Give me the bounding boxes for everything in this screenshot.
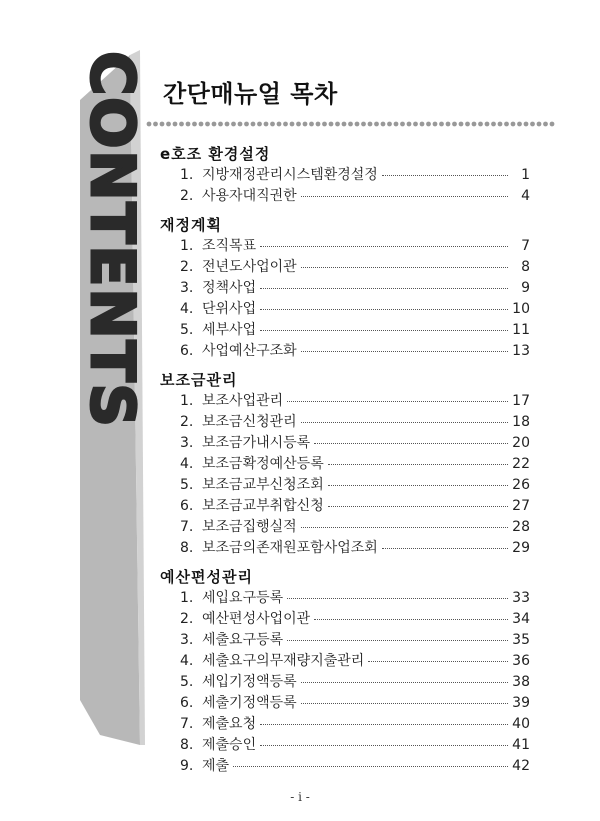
divider-dot	[381, 122, 386, 127]
entry-label: 세입기정액등록	[202, 674, 297, 690]
divider-dot	[147, 122, 152, 127]
dot-leader	[301, 526, 508, 528]
toc-entry[interactable]	[160, 412, 530, 433]
entry-number: 5.	[180, 477, 194, 493]
dot-leader	[260, 744, 508, 746]
page-number: - i -	[290, 790, 310, 804]
divider-dot	[329, 122, 334, 127]
divider-dot	[433, 122, 438, 127]
section-title: 보조금관리	[160, 371, 238, 389]
section-title: 재정계획	[160, 216, 222, 234]
divider-dot	[270, 122, 275, 127]
contents-side-label: CONTENTS	[77, 51, 147, 429]
entry-number: 6.	[180, 343, 194, 359]
entry-number: 2.	[180, 414, 194, 430]
entry-page: 42	[512, 758, 530, 774]
entry-label: 세출기정액등록	[202, 695, 297, 711]
toc-entry[interactable]	[160, 693, 530, 714]
divider-dot	[251, 122, 256, 127]
dot-leader	[260, 723, 508, 725]
entry-label: 제출요청	[202, 716, 257, 732]
divider-dot	[179, 122, 184, 127]
dotted-divider	[145, 118, 555, 130]
toc-entry[interactable]	[160, 278, 530, 299]
divider-dot	[472, 122, 477, 127]
entry-number: 3.	[180, 280, 194, 296]
entry-number: 9.	[180, 758, 194, 774]
entry-page: 26	[512, 477, 530, 493]
toc-entry[interactable]	[160, 341, 530, 362]
entry-page: 29	[512, 540, 530, 556]
divider-dot	[550, 122, 555, 127]
dot-leader	[287, 597, 508, 599]
divider-dot	[244, 122, 249, 127]
divider-dot	[439, 122, 444, 127]
entry-label: 단위사업	[202, 301, 257, 317]
divider-dot	[257, 122, 262, 127]
divider-dot	[374, 122, 379, 127]
entry-page: 40	[512, 716, 530, 732]
divider-dot	[205, 122, 210, 127]
section-title: e호조 환경설정	[160, 145, 271, 163]
divider-dot	[348, 122, 353, 127]
toc-entry[interactable]	[160, 475, 530, 496]
divider-dot	[387, 122, 392, 127]
toc-entry[interactable]	[160, 735, 530, 756]
toc-entry[interactable]	[160, 236, 530, 257]
entry-page: 27	[512, 498, 530, 514]
divider-dot	[316, 122, 321, 127]
entry-label: 사업예산구조화	[202, 343, 297, 359]
toc-entry[interactable]	[160, 588, 530, 609]
entry-number: 4.	[180, 653, 194, 669]
dot-leader	[301, 702, 508, 704]
toc-entry[interactable]	[160, 538, 530, 559]
entry-page: 9	[521, 280, 530, 296]
divider-dot	[355, 122, 360, 127]
entry-number: 1.	[180, 393, 194, 409]
divider-dot	[543, 122, 548, 127]
toc-entry[interactable]	[160, 433, 530, 454]
divider-dot	[413, 122, 418, 127]
toc-entry[interactable]	[160, 714, 530, 735]
divider-dot	[478, 122, 483, 127]
dot-leader	[314, 442, 508, 444]
entry-page: 36	[512, 653, 530, 669]
entry-label: 제출	[202, 758, 230, 774]
dot-leader	[301, 266, 508, 268]
entry-label: 정책사업	[202, 280, 257, 296]
divider-dot	[537, 122, 542, 127]
entry-label: 보조금교부신청조회	[202, 477, 324, 493]
section-title: 예산편성관리	[160, 568, 253, 586]
divider-dot	[524, 122, 529, 127]
entry-number: 8.	[180, 540, 194, 556]
entry-page: 38	[512, 674, 530, 690]
divider-dot	[264, 122, 269, 127]
entry-label: 보조사업관리	[202, 393, 284, 409]
entry-page: 8	[521, 259, 530, 275]
divider-dot	[452, 122, 457, 127]
entry-page: 39	[512, 695, 530, 711]
entry-number: 2.	[180, 259, 194, 275]
entry-page: 10	[512, 301, 530, 317]
divider-dot	[160, 122, 165, 127]
entry-page: 1	[521, 167, 530, 183]
entry-number: 4.	[180, 456, 194, 472]
entry-label: 보조금가내시등록	[202, 435, 311, 451]
entry-label: 제출승인	[202, 737, 257, 753]
entry-number: 4.	[180, 301, 194, 317]
divider-dot	[166, 122, 171, 127]
dot-leader	[260, 245, 508, 247]
divider-dot	[322, 122, 327, 127]
entry-number: 3.	[180, 632, 194, 648]
entry-label: 세출요구등록	[202, 632, 284, 648]
toc-entry[interactable]	[160, 186, 530, 207]
toc-entry[interactable]	[160, 257, 530, 278]
entry-page: 17	[512, 393, 530, 409]
entry-page: 11	[512, 322, 530, 338]
entry-page: 41	[512, 737, 530, 753]
divider-dot	[309, 122, 314, 127]
entry-number: 8.	[180, 737, 194, 753]
entry-number: 1.	[180, 238, 194, 254]
dot-leader	[368, 660, 508, 662]
entry-page: 28	[512, 519, 530, 535]
entry-page: 33	[512, 590, 530, 606]
entry-page: 20	[512, 435, 530, 451]
divider-dot	[361, 122, 366, 127]
divider-dot	[225, 122, 230, 127]
divider-dot	[186, 122, 191, 127]
dot-leader	[287, 400, 508, 402]
toc-entry[interactable]	[160, 630, 530, 651]
divider-dot	[218, 122, 223, 127]
entry-number: 2.	[180, 611, 194, 627]
entry-number: 7.	[180, 519, 194, 535]
entry-page: 7	[521, 238, 530, 254]
divider-dot	[498, 122, 503, 127]
table-of-contents	[160, 143, 530, 777]
divider-dot	[283, 122, 288, 127]
entry-label: 보조금신청관리	[202, 414, 297, 430]
dot-leader	[260, 308, 508, 310]
dot-leader	[328, 484, 508, 486]
dot-leader	[287, 639, 508, 641]
divider-dot	[465, 122, 470, 127]
divider-dot	[173, 122, 178, 127]
entry-number: 7.	[180, 716, 194, 732]
divider-dot	[511, 122, 516, 127]
divider-dot	[446, 122, 451, 127]
divider-dot	[335, 122, 340, 127]
toc-entry[interactable]	[160, 165, 530, 186]
divider-dot	[290, 122, 295, 127]
toc-entry[interactable]	[160, 756, 530, 777]
divider-dot	[342, 122, 347, 127]
toc-entry[interactable]	[160, 651, 530, 672]
divider-dot	[238, 122, 243, 127]
entry-number: 5.	[180, 322, 194, 338]
toc-entry[interactable]	[160, 609, 530, 630]
entry-label: 조직목표	[202, 238, 257, 254]
dot-leader	[382, 174, 508, 176]
entry-page: 4	[521, 188, 530, 204]
dot-leader	[233, 765, 508, 767]
entry-number: 1.	[180, 167, 194, 183]
divider-dot	[231, 122, 236, 127]
entry-label: 보조금집행실적	[202, 519, 297, 535]
divider-dot	[407, 122, 412, 127]
toc-entry[interactable]	[160, 496, 530, 517]
dot-leader	[260, 287, 508, 289]
dot-leader	[301, 421, 508, 423]
divider-dot	[212, 122, 217, 127]
divider-dot	[199, 122, 204, 127]
dot-leader	[328, 505, 508, 507]
dot-leader	[260, 329, 508, 331]
toc-entry[interactable]	[160, 454, 530, 475]
entry-label: 보조금확정예산등록	[202, 456, 324, 472]
entry-label: 전년도사업이관	[202, 259, 297, 275]
dot-leader	[301, 350, 508, 352]
entry-label: 보조금의존재원포함사업조회	[202, 540, 378, 556]
toc-entry[interactable]	[160, 672, 530, 693]
toc-entry[interactable]	[160, 299, 530, 320]
entry-label: 지방재정관리시스템환경설정	[202, 167, 378, 183]
entry-label: 사용자대직권한	[202, 188, 297, 204]
dot-leader	[382, 547, 508, 549]
entry-page: 35	[512, 632, 530, 648]
entry-label: 보조금교부취합신청	[202, 498, 324, 514]
divider-dot	[485, 122, 490, 127]
entry-number: 3.	[180, 435, 194, 451]
entry-number: 6.	[180, 695, 194, 711]
entry-number: 5.	[180, 674, 194, 690]
divider-dot	[517, 122, 522, 127]
entry-number: 6.	[180, 498, 194, 514]
dot-leader	[314, 618, 508, 620]
entry-label: 세출요구의무재량지출관리	[202, 653, 365, 669]
dot-leader	[301, 681, 508, 683]
toc-entry[interactable]	[160, 320, 530, 341]
toc-entry[interactable]	[160, 517, 530, 538]
divider-dot	[420, 122, 425, 127]
entry-label: 세부사업	[202, 322, 257, 338]
page-title: 간단매뉴얼 목차	[163, 80, 338, 108]
toc-entry[interactable]	[160, 391, 530, 412]
divider-dot	[296, 122, 301, 127]
entry-number: 2.	[180, 188, 194, 204]
entry-page: 22	[512, 456, 530, 472]
dot-leader	[301, 195, 508, 197]
entry-number: 1.	[180, 590, 194, 606]
divider-dot	[277, 122, 282, 127]
divider-dot	[400, 122, 405, 127]
divider-dot	[530, 122, 535, 127]
dot-leader	[328, 463, 508, 465]
divider-dot	[368, 122, 373, 127]
divider-dot	[192, 122, 197, 127]
entry-page: 18	[512, 414, 530, 430]
entry-page: 34	[512, 611, 530, 627]
divider-dot	[504, 122, 509, 127]
entry-label: 예산편성사업이관	[202, 611, 311, 627]
divider-dot	[426, 122, 431, 127]
divider-dot	[491, 122, 496, 127]
divider-dot	[394, 122, 399, 127]
entry-label: 세입요구등록	[202, 590, 284, 606]
divider-dot	[303, 122, 308, 127]
divider-dot	[459, 122, 464, 127]
divider-dot	[153, 122, 158, 127]
entry-page: 13	[512, 343, 530, 359]
